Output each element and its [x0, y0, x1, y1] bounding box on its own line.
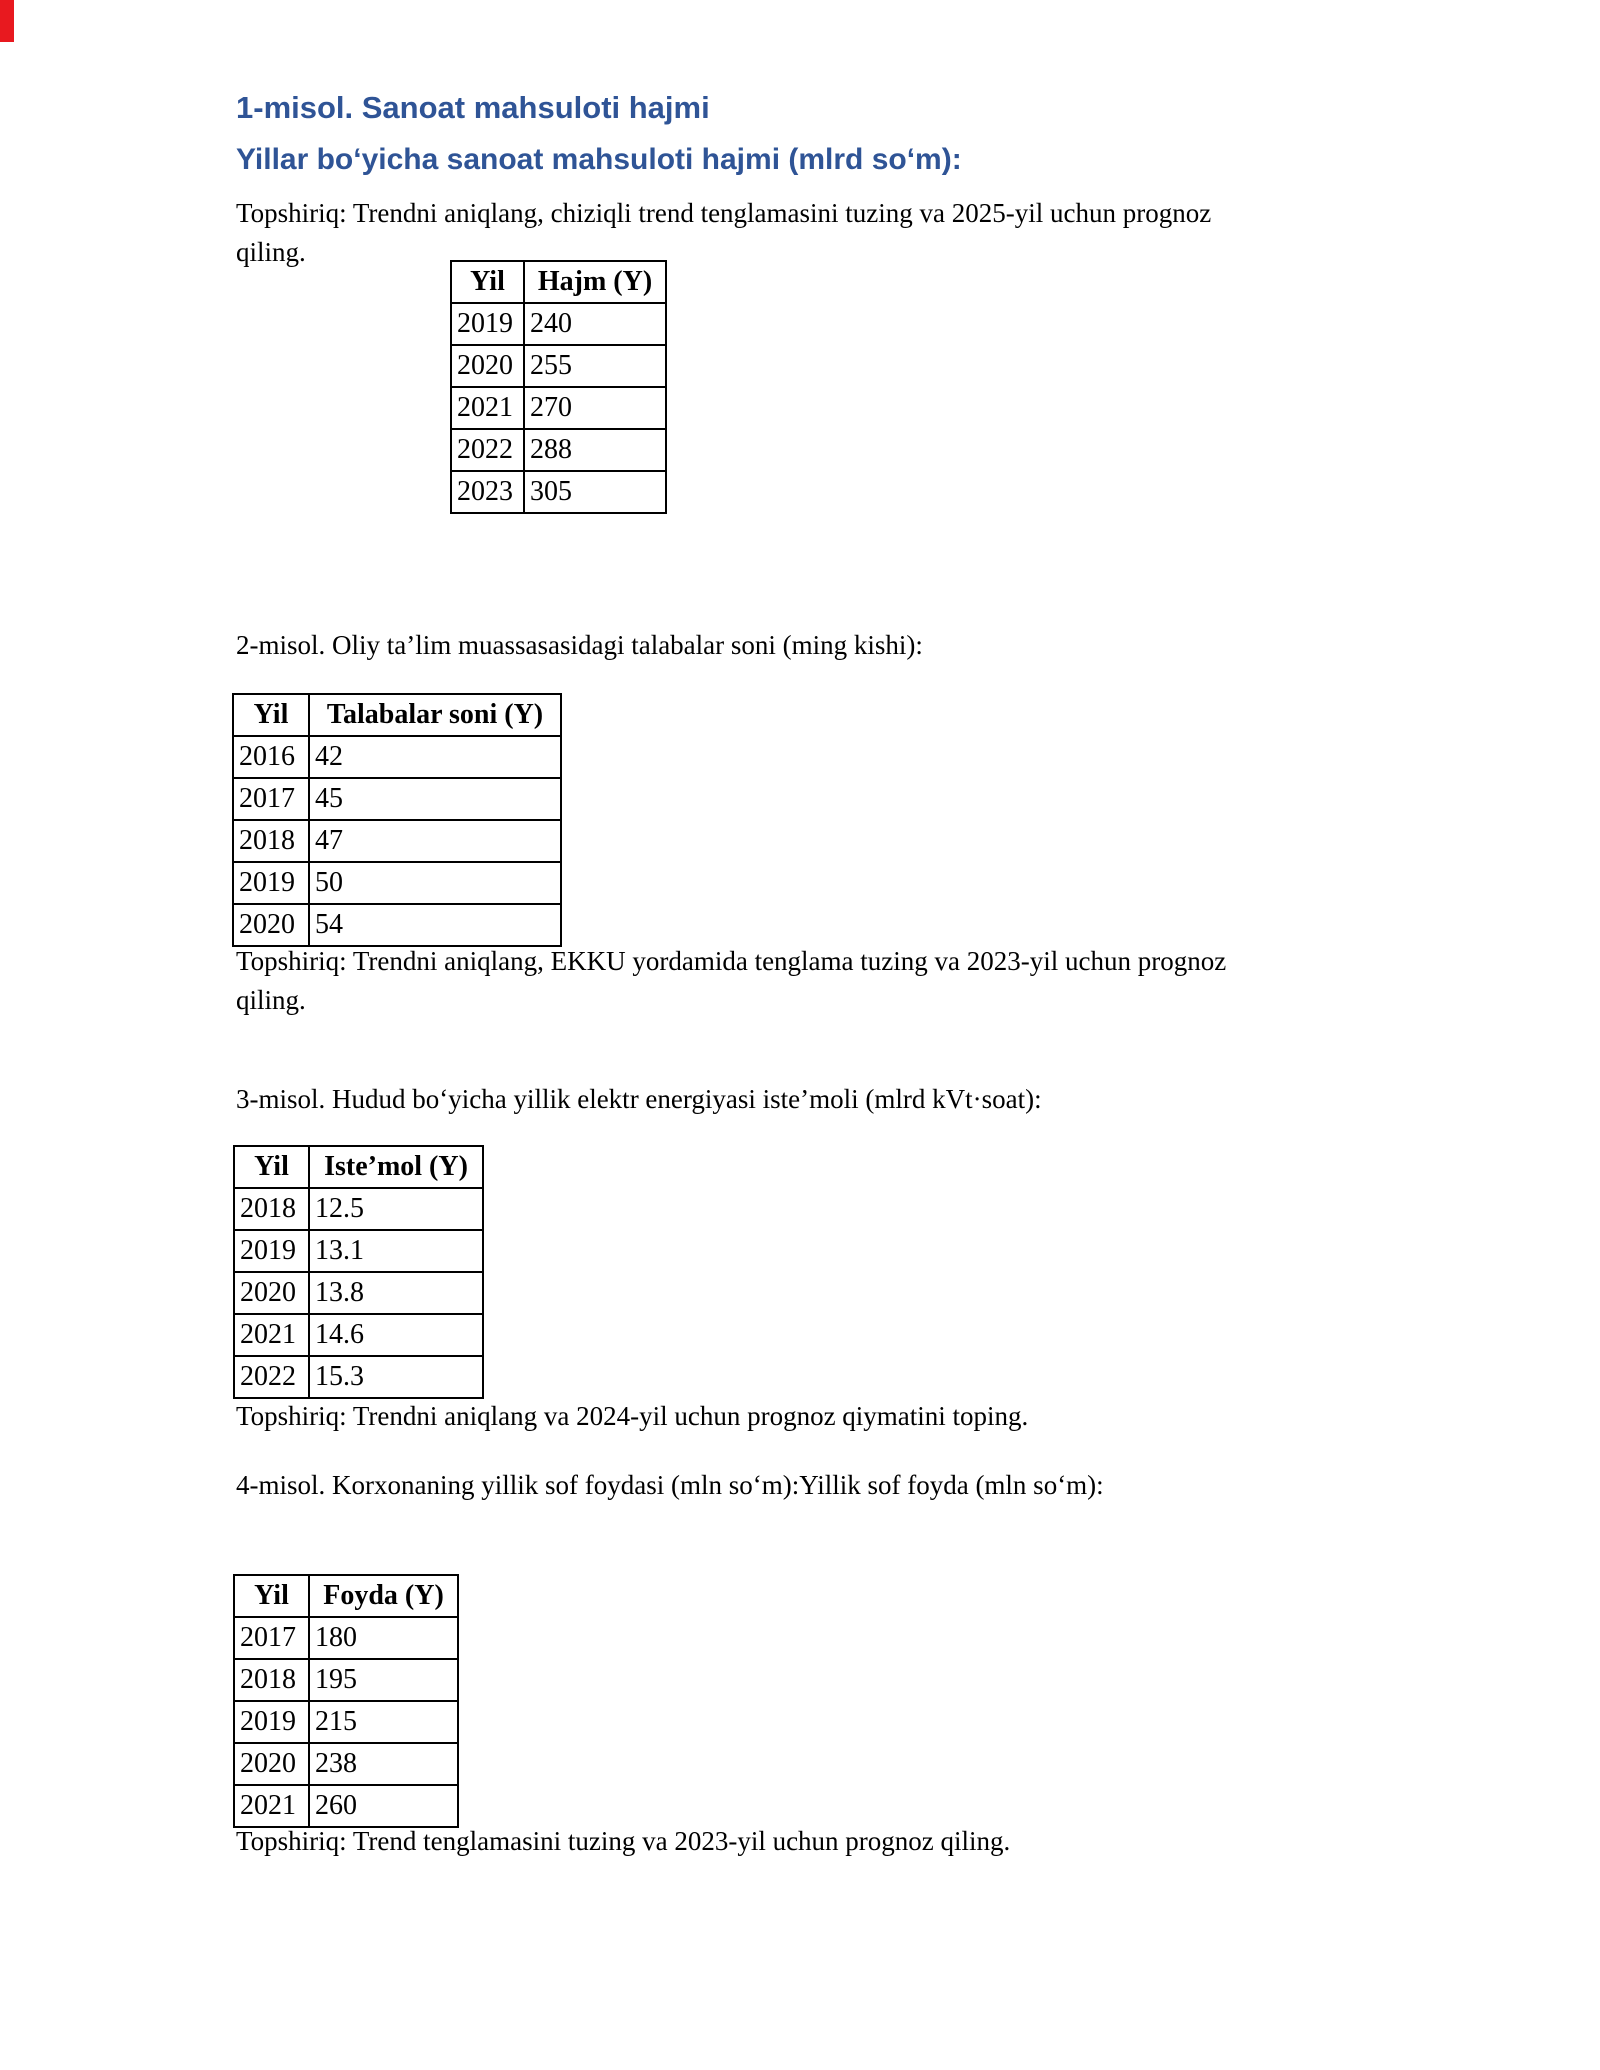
- value-cell: 42: [309, 736, 561, 778]
- value-cell: 50: [309, 862, 561, 904]
- value-cell: 47: [309, 820, 561, 862]
- task4-text-line1: Topshiriq: Trend tenglamasini tuzing va 2023-yil uchun prognoz qiling.: [236, 1826, 1011, 1856]
- value-cell: 240: [524, 303, 666, 345]
- table-row: [233, 862, 561, 904]
- table-header-cell: Foyda (Y): [309, 1575, 458, 1617]
- year-cell: 2019: [234, 1701, 309, 1743]
- value-cell: 45: [309, 778, 561, 820]
- year-cell: 2018: [234, 1188, 309, 1230]
- section4-title: 4-misol. Korxonaning yillik sof foydasi (mln soʻm):Yillik sof foyda (mln soʻm):: [236, 1470, 1104, 1500]
- table-row: [233, 904, 561, 946]
- table-header-cell: Yil: [234, 1575, 309, 1617]
- year-cell: 2018: [233, 820, 309, 862]
- year-cell: 2017: [234, 1617, 309, 1659]
- year-cell: 2021: [234, 1785, 309, 1827]
- section3-title: 3-misol. Hudud boʻyicha yillik elektr energiyasi iste’moli (mlrd kVt·soat):: [236, 1084, 1042, 1114]
- task2-text-line1: Topshiriq: Trendni aniqlang, EKKU yordamida tenglama tuzing va 2023-yil uchun prognoz: [236, 946, 1227, 976]
- subtitle-heading: Yillar boʻyicha sanoat mahsuloti hajmi (mlrd soʻm):: [236, 143, 962, 176]
- year-cell: 2022: [234, 1356, 309, 1398]
- task3-text-line1: Topshiriq: Trendni aniqlang va 2024-yil uchun prognoz qiymatini toping.: [236, 1401, 1029, 1431]
- value-cell: 255: [524, 345, 666, 387]
- table-foyda: [233, 1574, 459, 1828]
- table-header-cell: Hajm (Y): [524, 261, 666, 303]
- table-row: [234, 1617, 458, 1659]
- section2-title: 2-misol. Oliy ta’lim muassasasidagi talabalar soni (ming kishi):: [236, 630, 923, 660]
- value-cell: 270: [524, 387, 666, 429]
- value-cell: 305: [524, 471, 666, 513]
- task1-text-line2: qiling.: [236, 237, 306, 267]
- value-cell: 215: [309, 1701, 458, 1743]
- table-row: [234, 1743, 458, 1785]
- value-cell: 54: [309, 904, 561, 946]
- year-cell: 2022: [451, 429, 524, 471]
- table-row: [233, 820, 561, 862]
- table-header-row: [451, 261, 666, 303]
- year-cell: 2020: [451, 345, 524, 387]
- year-cell: 2023: [451, 471, 524, 513]
- table-header-row: [234, 1575, 458, 1617]
- value-cell: 260: [309, 1785, 458, 1827]
- red-corner-marker: [0, 0, 14, 42]
- table-talabalar-soni: [232, 693, 562, 947]
- table-row: [451, 429, 666, 471]
- table-istemol: [233, 1145, 484, 1399]
- table-header-cell: Iste’mol (Y): [309, 1146, 483, 1188]
- year-cell: 2019: [233, 862, 309, 904]
- table-row: [451, 387, 666, 429]
- table-row: [234, 1272, 483, 1314]
- year-cell: 2019: [234, 1230, 309, 1272]
- table-row: [233, 736, 561, 778]
- value-cell: 180: [309, 1617, 458, 1659]
- page-title: 1-misol. Sanoat mahsuloti hajmi: [236, 90, 710, 125]
- task2-text-line2: qiling.: [236, 985, 306, 1015]
- value-cell: 288: [524, 429, 666, 471]
- year-cell: 2020: [234, 1743, 309, 1785]
- table-row: [234, 1188, 483, 1230]
- table-header-cell: Yil: [234, 1146, 309, 1188]
- value-cell: 13.1: [309, 1230, 483, 1272]
- table-row: [234, 1659, 458, 1701]
- table-row: [234, 1785, 458, 1827]
- table-row: [451, 345, 666, 387]
- year-cell: 2016: [233, 736, 309, 778]
- value-cell: 238: [309, 1743, 458, 1785]
- value-cell: 15.3: [309, 1356, 483, 1398]
- value-cell: 14.6: [309, 1314, 483, 1356]
- table-hajm: [450, 260, 667, 514]
- table-header-cell: Yil: [233, 694, 309, 736]
- table-row: [234, 1701, 458, 1743]
- year-cell: 2020: [233, 904, 309, 946]
- table-header-cell: Yil: [451, 261, 524, 303]
- year-cell: 2019: [451, 303, 524, 345]
- year-cell: 2017: [233, 778, 309, 820]
- value-cell: 13.8: [309, 1272, 483, 1314]
- year-cell: 2018: [234, 1659, 309, 1701]
- table-header-cell: Talabalar soni (Y): [309, 694, 561, 736]
- value-cell: 195: [309, 1659, 458, 1701]
- table-row: [234, 1314, 483, 1356]
- table-row: [234, 1356, 483, 1398]
- table-row: [233, 778, 561, 820]
- value-cell: 12.5: [309, 1188, 483, 1230]
- year-cell: 2021: [451, 387, 524, 429]
- year-cell: 2021: [234, 1314, 309, 1356]
- table-row: [451, 303, 666, 345]
- table-row: [234, 1230, 483, 1272]
- table-header-row: [234, 1146, 483, 1188]
- table-row: [451, 471, 666, 513]
- task1-text-line1: Topshiriq: Trendni aniqlang, chiziqli trend tenglamasini tuzing va 2025-yil uchun prognoz: [236, 198, 1212, 228]
- year-cell: 2020: [234, 1272, 309, 1314]
- table-header-row: [233, 694, 561, 736]
